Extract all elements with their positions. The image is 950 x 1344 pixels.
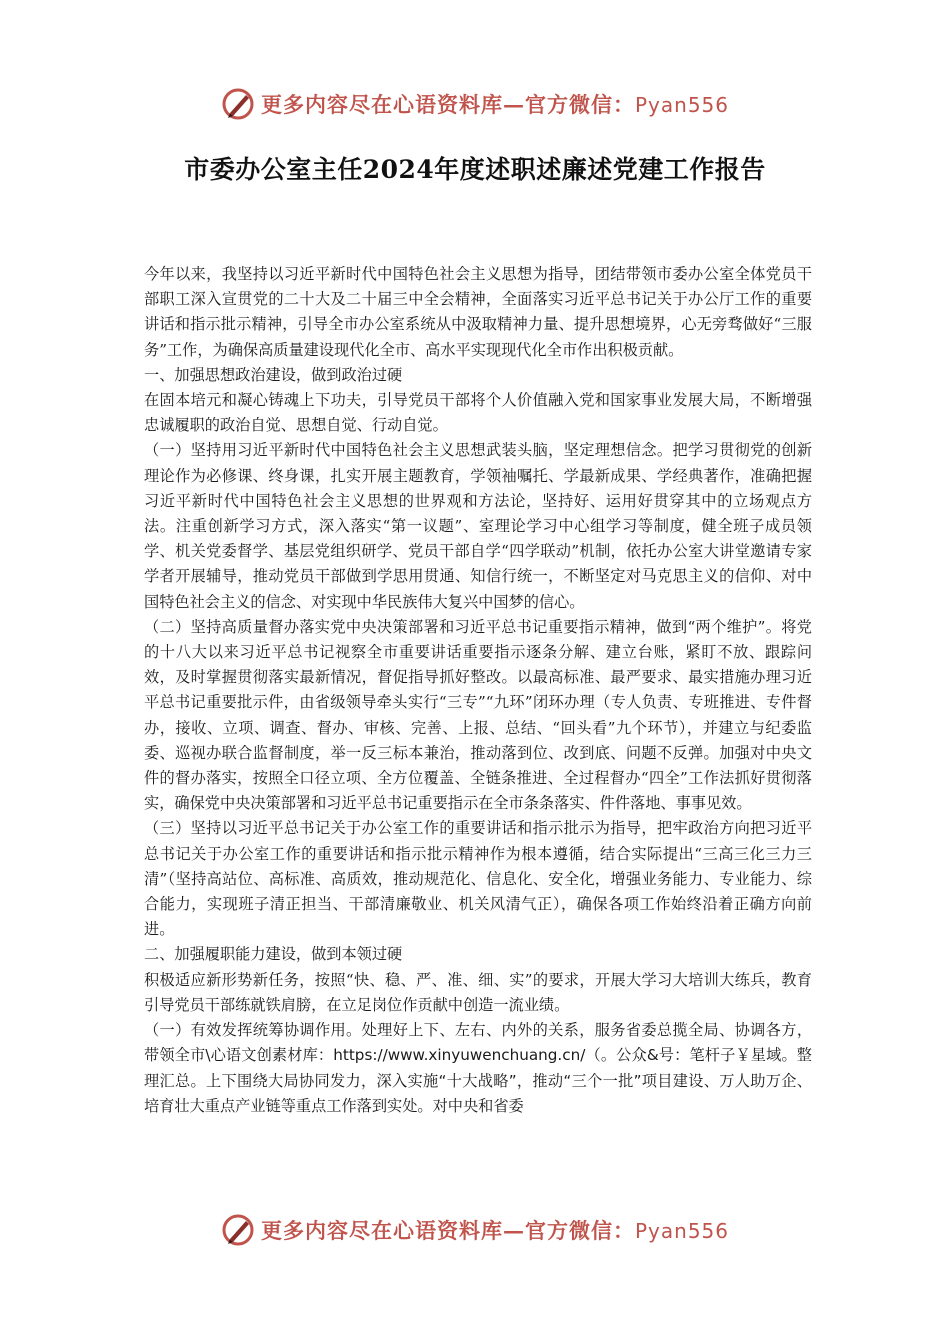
pen-circle-logo-icon (221, 87, 255, 121)
watermark-text (261, 1215, 729, 1245)
paragraph-section-2-summary: 积极适应新形势新任务，按照“快、稳、严、准、细、实”的要求，开展大学习大培训大练兵，教育引导党员干部练就铁肩膀，在立足岗位作贡献中创造一流业绩。 (144, 970, 812, 1014)
watermark-banner-bottom (0, 1210, 950, 1250)
section-heading-2: 二、加强履职能力建设，做到本领过硬 (144, 945, 403, 964)
watermark-label: 更多内容尽在心语资料库—官方微信： (260, 92, 635, 117)
section-heading-1: 一、加强思想政治建设，做到政治过硬 (144, 365, 403, 384)
watermark-account: Pyan556 (634, 93, 729, 117)
watermark-account: Pyan556 (634, 1219, 729, 1243)
document-title: 市委办公室主任2024年度述职述廉述党建工作报告 (184, 155, 766, 184)
watermark-text (261, 89, 729, 119)
pen-circle-logo-icon (221, 1213, 255, 1247)
paragraph-1-2: （二）坚持高质量督办落实党中央决策部署和习近平总书记重要指示精神，做到“两个维护”。将党的十八大以来习近平总书记视察全市重要讲话重要指示逐条分解、建立台账，紧盯不放、跟踪问效，及时掌握贯彻落实最新情况，督促指导抓好整改。以最高标准、最严要求、最实措施办理习近平总书记重要批示件，由省级领导牵头实行“三专”“九环”闭环办理（专人负责、专班推进、专件督办，接收、立项、调查、督办、审核、完善、上报、总结、“回头看”九个环节），并建立与纪委监委、巡视办联合监督制度，举一反三标本兼治，推动落到位、改到底、问题不反弹。加强对中央文件的督办落实，按照全口径立项、全方位覆盖、全链条推进、全过程督办“四全”工作法抓好贯彻落实，确保党中央决策部署和习近平总书记重要指示在全市条条落实、件件落地、事事见效。 (144, 617, 812, 813)
watermark-label: 更多内容尽在心语资料库—官方微信： (260, 1218, 635, 1243)
paragraph-section-1-summary: 在固本培元和凝心铸魂上下功夫，引导党员干部将个人价值融入党和国家事业发展大局，不断增强忠诚履职的政治自觉、思想自觉、行动自觉。 (144, 391, 812, 435)
paragraph-intro: 今年以来，我坚持以习近平新时代中国特色社会主义思想为指导，团结带领市委办公室全体党员干部职工深入宣贯党的二十大及二十届三中全会精神，全面落实习近平总书记关于办公厅工作的重要讲话和指示批示精神，引导全市办公室系统从中汲取精神力量、提升思想境界，心无旁骛做好“三服务”工作，为确保高质量建设现代化全市、高水平实现现代化全市作出积极贡献。 (144, 265, 812, 359)
paragraph-1-1: （一）坚持用习近平新时代中国特色社会主义思想武装头脑，坚定理想信念。把学习贯彻党的创新理论作为必修课、终身课，扎实开展主题教育，学领袖嘱托、学最新成果、学经典著作，准确把握习近平新时代中国特色社会主义思想的世界观和方法论，坚持好、运用好贯穿其中的立场观点方法。注重创新学习方式，深入落实“第一议题”、室理论学习中心组学习等制度，健全班子成员领学、机关党委督学、基层党组织研学、党员干部自学“四学联动”机制，依托办公室大讲堂邀请专家学者开展辅导，推动党员干部做到学思用贯通、知信行统一，不断坚定对马克思主义的信仰、对中国特色社会主义的信念、对实现中华民族伟大复兴中国梦的信心。 (144, 441, 812, 611)
watermark-banner-top (0, 84, 950, 124)
paragraph-2-1: （一）有效发挥统筹协调作用。处理好上下、左右、内外的关系，服务省委总揽全局、协调各方，带领全市\心语文创素材库：https://www.xinyuwenchuang.cn/（。公众&号：笔杆子￥星域。整理汇总。上下围绕大局协同发力，深入实施“十大战略”，推动“三个一批”项目建设、万人助万企、培育壮大重点产业链等重点工作落到实处。对中央和省委 (144, 1021, 812, 1115)
paragraph-1-3: （三）坚持以习近平总书记关于办公室工作的重要讲话和指示批示为指导，把牢政治方向把习近平总书记关于办公室工作的重要讲话和指示批示精神作为根本遵循，结合实际提出“三高三化三力三清”（坚持高站位、高标准、高质效，推动规范化、信息化、安全化，增强业务能力、专业能力、综合能力，实现班子清正担当、干部清廉敬业、机关风清气正），确保各项工作始终沿着正确方向前进。 (144, 819, 812, 939)
document-body (144, 262, 812, 1119)
